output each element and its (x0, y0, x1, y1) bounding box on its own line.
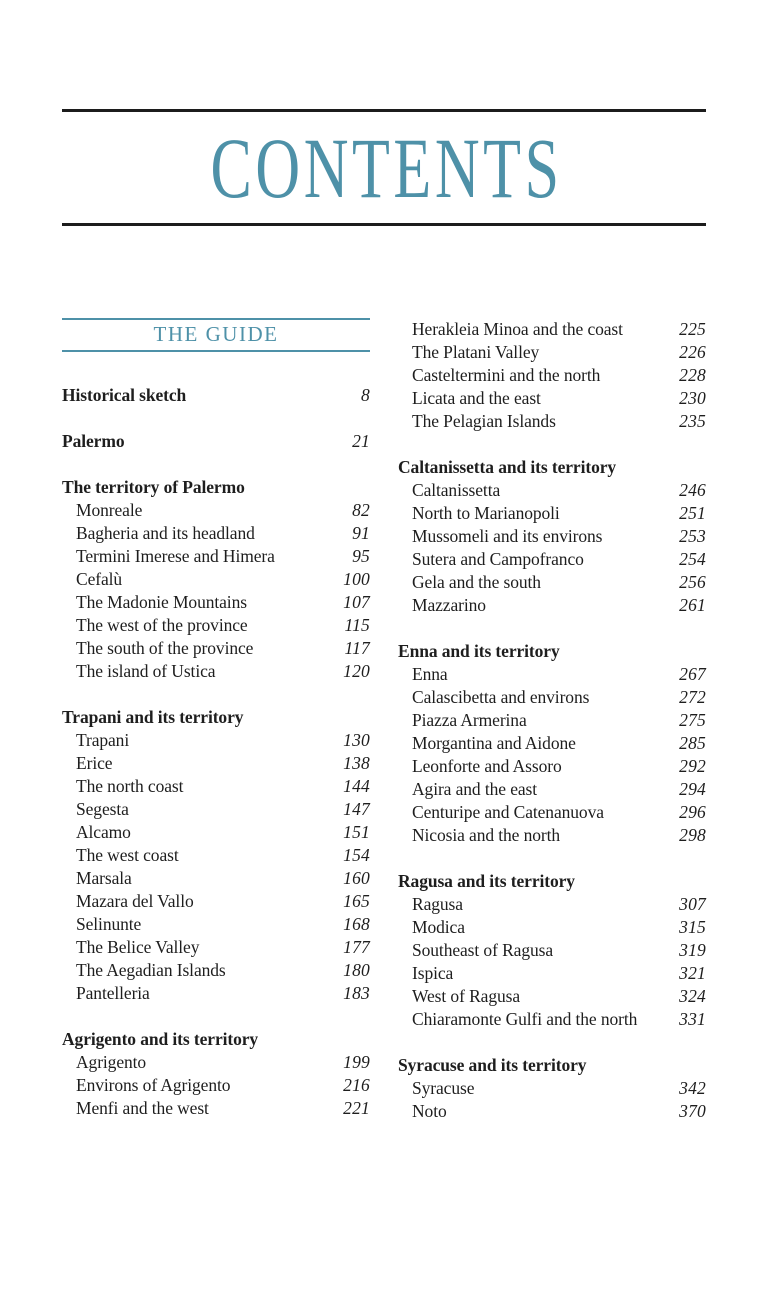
toc-entry-page: 115 (344, 615, 370, 635)
toc-entry-label: The west coast (76, 845, 179, 865)
toc-entry (398, 594, 706, 617)
toc-entry-label: Piazza Armerina (412, 710, 527, 730)
toc-entry-page: 319 (679, 940, 706, 960)
toc-entry-page: 226 (679, 342, 706, 362)
toc-entry-page: 251 (679, 503, 706, 523)
toc-entry (398, 801, 706, 824)
toc-entry-label: The Pelagian Islands (412, 411, 556, 431)
toc-entry (398, 962, 706, 985)
toc-entry-page: 117 (344, 638, 370, 658)
toc-entry-page: 120 (343, 661, 370, 681)
toc-entry-label: North to Marianopoli (412, 503, 560, 523)
toc-entry-page: 199 (343, 1052, 370, 1072)
toc-entry-label: Ispica (412, 963, 454, 983)
toc-entry-label: Caltanissetta (412, 480, 501, 500)
toc-entry-label: Chiaramonte Gulfi and the north (412, 1009, 638, 1029)
toc-entry (398, 1077, 706, 1100)
toc-entry-label: Centuripe and Catenanuova (412, 802, 604, 822)
toc-entry (398, 824, 706, 847)
contents-page (0, 109, 768, 1290)
toc-entry-label: Monreale (76, 500, 143, 520)
toc-entry (398, 686, 706, 709)
toc-entry-page: 230 (679, 388, 706, 408)
toc-entry-label: The south of the province (76, 638, 254, 658)
toc-entry-label: Palermo (62, 431, 125, 451)
title-block (62, 109, 706, 226)
toc-entry-page: 342 (679, 1078, 706, 1098)
toc-entry-label: Herakleia Minoa and the coast (412, 319, 623, 339)
toc-entry-label: Pantelleria (76, 983, 150, 1003)
section-heading: Trapani and its territory (62, 707, 244, 727)
toc-entry-label: Mazara del Vallo (76, 891, 194, 911)
toc-entry-page: 107 (343, 592, 370, 612)
toc-entry-label: Alcamo (76, 822, 131, 842)
toc-entry (398, 1008, 706, 1031)
toc-entry-label: Casteltermini and the north (412, 365, 601, 385)
toc-entry-page: 272 (679, 687, 706, 707)
toc-entry-page: 168 (343, 914, 370, 934)
toc-entry (62, 913, 370, 936)
section-heading: Agrigento and its territory (62, 1029, 259, 1049)
toc-entry-label: Environs of Agrigento (76, 1075, 231, 1095)
toc-entry (398, 364, 706, 387)
toc-entry-label: Bagheria and its headland (76, 523, 255, 543)
toc-entry (62, 798, 370, 821)
toc-entry (398, 893, 706, 916)
toc-entry-page: 235 (679, 411, 706, 431)
toc-entry (62, 614, 370, 637)
toc-entry-label: The Platani Valley (412, 342, 540, 362)
toc-section (398, 456, 706, 617)
toc-entry (62, 568, 370, 591)
toc-entry (398, 502, 706, 525)
toc-entry-page: 253 (679, 526, 706, 546)
toc-entry (398, 916, 706, 939)
toc-entry-label: Southeast of Ragusa (412, 940, 553, 960)
toc-entry (62, 591, 370, 614)
page-title: CONTENTS (210, 119, 563, 216)
toc-entry-label: Erice (76, 753, 113, 773)
toc-entry-label: Mazzarino (412, 595, 486, 615)
toc-entry (398, 410, 706, 433)
toc-entry-page: 130 (343, 730, 370, 750)
toc-entry-page: 183 (343, 983, 370, 1003)
toc-entry-page: 177 (343, 937, 370, 957)
toc-section (62, 476, 370, 683)
toc-entry-page: 160 (343, 868, 370, 888)
toc-entry-page: 91 (352, 523, 370, 543)
section-heading: The territory of Palermo (62, 477, 245, 497)
toc-section (398, 318, 706, 433)
toc-entry (62, 1051, 370, 1074)
toc-entry-page: 95 (352, 546, 370, 566)
toc-entry (398, 571, 706, 594)
toc-entry-label: Ragusa (412, 894, 463, 914)
toc-entry-page: 21 (352, 431, 370, 451)
toc-section (398, 870, 706, 1031)
toc-entry-label: Licata and the east (412, 388, 541, 408)
toc-entry-label: Menfi and the west (76, 1098, 209, 1118)
toc-entry (62, 936, 370, 959)
toc-entry-label: The Belice Valley (76, 937, 200, 957)
toc-section (62, 1028, 370, 1120)
toc-entry-label: Agira and the east (412, 779, 538, 799)
toc-entry-label: Modica (412, 917, 465, 937)
toc-entry-label: Cefalù (76, 569, 123, 589)
toc-entry-page: 246 (679, 480, 706, 500)
toc-entry (62, 660, 370, 683)
toc-entry (398, 525, 706, 548)
toc-entry (398, 755, 706, 778)
toc-entry-page: 370 (679, 1101, 706, 1121)
toc-entry (62, 844, 370, 867)
toc-entry (62, 729, 370, 752)
toc-entry-page: 256 (679, 572, 706, 592)
toc-entry-label: Termini Imerese and Himera (76, 546, 275, 566)
toc-column-right (398, 318, 706, 1123)
toc-entry-label: Morgantina and Aidone (412, 733, 576, 753)
toc-entry-label: Sutera and Campofranco (412, 549, 584, 569)
toc-entry-label: The Madonie Mountains (76, 592, 247, 612)
section-heading: Syracuse and its territory (398, 1055, 587, 1075)
toc-entry-label: Historical sketch (62, 385, 187, 405)
toc-entry (62, 430, 370, 453)
toc-entry (62, 522, 370, 545)
toc-entry-page: 100 (343, 569, 370, 589)
toc-entry-label: Nicosia and the north (412, 825, 561, 845)
section-heading: Ragusa and its territory (398, 871, 575, 891)
toc-entry-page: 321 (679, 963, 706, 983)
toc-entry (398, 663, 706, 686)
toc-entry-page: 331 (679, 1009, 706, 1029)
toc-entry-page: 147 (343, 799, 370, 819)
toc-entry-page: 275 (679, 710, 706, 730)
toc-entry-page: 292 (679, 756, 706, 776)
toc-entry (398, 778, 706, 801)
guide-header (62, 318, 370, 352)
toc-entry-label: Segesta (76, 799, 129, 819)
toc-entry (62, 499, 370, 522)
toc-entry-label: Leonforte and Assoro (412, 756, 562, 776)
guide-header-label: THE GUIDE (153, 322, 279, 346)
toc-entry-label: Syracuse (412, 1078, 475, 1098)
toc-entry (62, 1097, 370, 1120)
toc-entry-page: 298 (679, 825, 706, 845)
toc-entry-page: 180 (343, 960, 370, 980)
toc-entry (62, 821, 370, 844)
toc-columns (62, 318, 706, 1123)
toc-entry (62, 752, 370, 775)
toc-section (398, 640, 706, 847)
toc-entry (398, 939, 706, 962)
toc-entry-page: 8 (361, 385, 370, 405)
toc-entry (62, 1074, 370, 1097)
toc-entry-page: 267 (679, 664, 706, 684)
toc-entry (398, 318, 706, 341)
toc-entry-label: West of Ragusa (412, 986, 521, 1006)
toc-entry-page: 296 (679, 802, 706, 822)
toc-entry-page: 144 (343, 776, 370, 796)
toc-entry (62, 637, 370, 660)
toc-entry-label: Enna (412, 664, 448, 684)
toc-entry-label: The west of the province (76, 615, 248, 635)
toc-entry-page: 294 (679, 779, 706, 799)
toc-section (62, 706, 370, 1005)
toc-entry-page: 154 (343, 845, 370, 865)
toc-entry-label: Selinunte (76, 914, 142, 934)
toc-entry (62, 959, 370, 982)
toc-entry-label: Marsala (76, 868, 132, 888)
toc-entry (62, 867, 370, 890)
toc-entry-page: 82 (352, 500, 370, 520)
toc-column-left (62, 318, 370, 1123)
toc-section (398, 1054, 706, 1123)
toc-entry-label: Calascibetta and environs (412, 687, 590, 707)
section-heading: Caltanissetta and its territory (398, 457, 617, 477)
toc-entry-page: 225 (679, 319, 706, 339)
toc-entry-page: 165 (343, 891, 370, 911)
toc-entry (398, 341, 706, 364)
toc-entry-page: 315 (679, 917, 706, 937)
toc-entry-page: 261 (679, 595, 706, 615)
toc-entry (398, 548, 706, 571)
toc-entry-label: Noto (412, 1101, 447, 1121)
toc-entry-page: 285 (679, 733, 706, 753)
toc-entry-page: 307 (679, 894, 706, 914)
toc-entry (398, 387, 706, 410)
toc-entry-page: 151 (343, 822, 370, 842)
section-heading: Enna and its territory (398, 641, 560, 661)
toc-entry-page: 228 (679, 365, 706, 385)
toc-entry (62, 890, 370, 913)
toc-entry (398, 985, 706, 1008)
toc-entry-page: 254 (679, 549, 706, 569)
toc-entry-label: The Aegadian Islands (76, 960, 226, 980)
toc-entry (398, 732, 706, 755)
toc-entry-page: 324 (679, 986, 706, 1006)
toc-entry-label: Agrigento (76, 1052, 147, 1072)
toc-entry-label: Trapani (76, 730, 130, 750)
toc-entry-label: Mussomeli and its environs (412, 526, 603, 546)
toc-entry-label: The north coast (76, 776, 184, 796)
toc-entry (62, 545, 370, 568)
toc-entry (62, 384, 370, 407)
toc-entry (398, 479, 706, 502)
toc-entry-page: 221 (343, 1098, 370, 1118)
toc-entry-label: Gela and the south (412, 572, 541, 592)
toc-entry (62, 775, 370, 798)
toc-entry-label: The island of Ustica (76, 661, 216, 681)
toc-entry (398, 1100, 706, 1123)
toc-entry (398, 709, 706, 732)
toc-entry-page: 216 (343, 1075, 370, 1095)
toc-entry-page: 138 (343, 753, 370, 773)
toc-entry (62, 982, 370, 1005)
